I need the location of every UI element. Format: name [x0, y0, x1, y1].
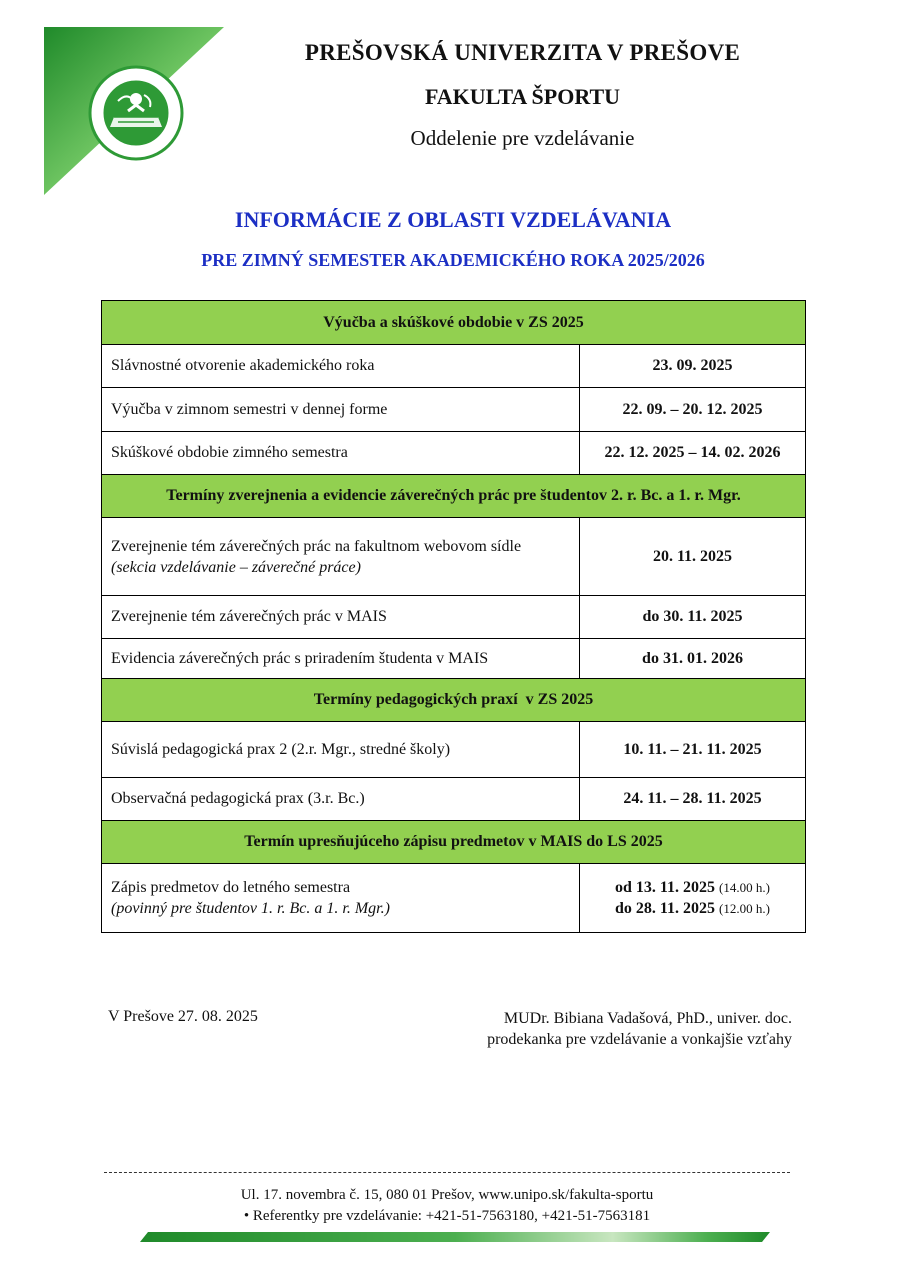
section-heading-row: [102, 475, 806, 518]
row-note: (sekcia vzdelávanie – záverečné práce): [111, 558, 361, 576]
section-heading-row: [102, 301, 806, 345]
date-line: [589, 877, 796, 898]
footer-address: Ul. 17. novembra č. 15, 080 01 Prešov, www.unipo.sk/fakulta-sportu: [240, 1187, 654, 1203]
row-date: 23. 09. 2025: [580, 345, 806, 388]
row-label-text: Zverejnenie tém záverečných prác na fakultnom webovom sídle: [111, 537, 522, 555]
row-label: Skúškové obdobie zimného semestra: [102, 432, 580, 475]
table-row: [102, 864, 806, 933]
university-name: PREŠOVSKÁ UNIVERZITA V PREŠOVE: [304, 40, 741, 65]
table-row: [102, 432, 806, 475]
section-heading: Termín upresňujúceho zápisu predmetov v MAIS do LS 2025: [102, 821, 806, 864]
row-note: (povinný pre študentov 1. r. Bc. a 1. r. Mgr.): [111, 900, 390, 917]
row-label: Výučba v zimnom semestri v dennej forme: [102, 388, 580, 432]
signatory-name: MUDr. Bibiana Vadašová, PhD., univer. doc.: [503, 1010, 792, 1027]
row-label-text: Zápis predmetov do letného semestra: [111, 879, 351, 896]
row-date: 24. 11. – 28. 11. 2025: [580, 778, 806, 821]
row-label: Evidencia záverečných prác s priradením študenta v MAIS: [102, 639, 580, 679]
row-date: 10. 11. – 21. 11. 2025: [580, 722, 806, 778]
footer-divider: [104, 1172, 790, 1173]
signature-block: [420, 1008, 792, 1050]
document-subtitle: PRE ZIMNÝ SEMESTER AKADEMICKÉHO ROKA 2025/2026: [201, 250, 705, 270]
row-label: Observačná pedagogická prax (3.r. Bc.): [102, 778, 580, 821]
row-label: Slávnostné otvorenie akademického roka: [102, 345, 580, 388]
table-row: [102, 518, 806, 596]
date-line: [589, 898, 796, 919]
row-date: 20. 11. 2025: [580, 518, 806, 596]
table-row: [102, 388, 806, 432]
row-label: Zverejnenie tém záverečných prác v MAIS: [102, 596, 580, 639]
section-heading-row: [102, 679, 806, 722]
section-heading: Termíny pedagogických praxí v ZS 2025: [102, 679, 806, 722]
table-row: [102, 639, 806, 679]
faculty-name: FAKULTA ŠPORTU: [424, 84, 621, 109]
signatory-role: prodekanka pre vzdelávanie a vonkajšie vzťahy: [487, 1031, 792, 1048]
faculty-logo-icon: [88, 65, 184, 161]
time-to: (12.00 h.): [719, 901, 770, 916]
document-title: INFORMÁCIE Z OBLASTI VZDELÁVANIA: [234, 207, 672, 232]
date-to: do 28. 11. 2025: [615, 900, 716, 917]
table-row: [102, 596, 806, 639]
table-row: [102, 722, 806, 778]
row-date: do 31. 01. 2026: [580, 639, 806, 679]
department-name: Oddelenie pre vzdelávanie: [410, 126, 635, 150]
schedule-table: [101, 300, 806, 933]
section-heading: Termíny zverejnenia a evidencie záverečných prác pre študentov 2. r. Bc. a 1. r. Mgr.: [102, 475, 806, 518]
row-label: Súvislá pedagogická prax 2 (2.r. Mgr., stredné školy): [102, 722, 580, 778]
place-date: V Prešove 27. 08. 2025: [108, 1008, 258, 1025]
footer-phones: • Referentky pre vzdelávanie: +421-51-7563180, +421-51-7563181: [243, 1208, 651, 1224]
section-heading: Výučba a skúškové obdobie v ZS 2025: [102, 301, 806, 345]
date-from: od 13. 11. 2025: [615, 879, 716, 896]
row-date: 22. 12. 2025 – 14. 02. 2026: [580, 432, 806, 475]
section-heading-row: [102, 821, 806, 864]
table-row: [102, 778, 806, 821]
row-label: [102, 518, 580, 596]
row-date: [580, 864, 806, 933]
table-row: [102, 345, 806, 388]
row-date: 22. 09. – 20. 12. 2025: [580, 388, 806, 432]
time-from: (14.00 h.): [719, 880, 770, 895]
row-label: [102, 864, 580, 933]
footer-green-bar: [140, 1231, 770, 1249]
row-date: do 30. 11. 2025: [580, 596, 806, 639]
